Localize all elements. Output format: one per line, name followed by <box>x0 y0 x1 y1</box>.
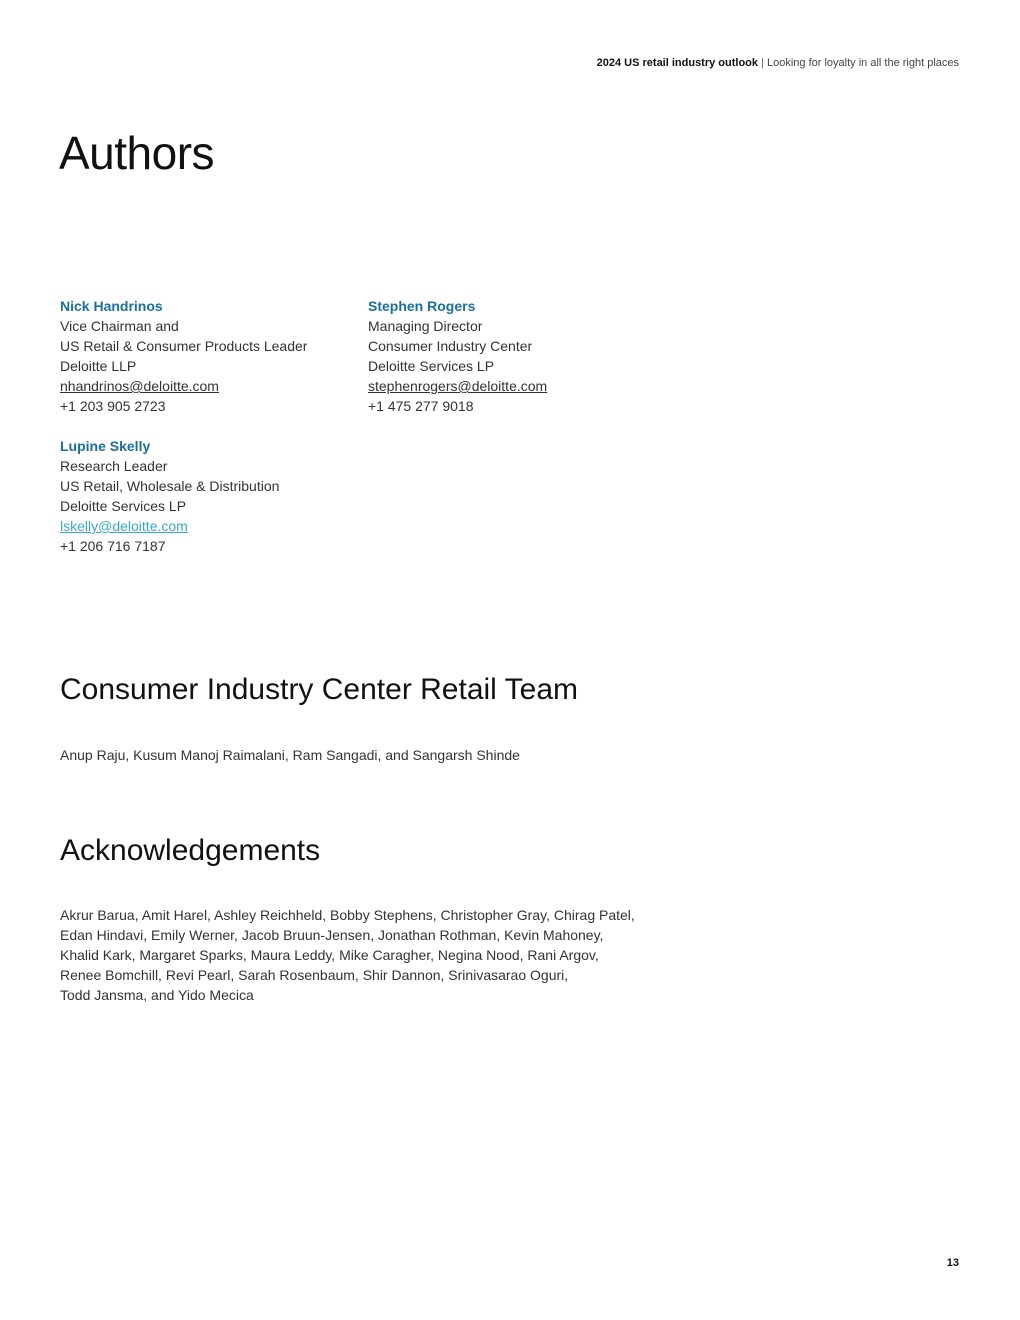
header-separator: | <box>761 57 764 69</box>
author-organization: Deloitte LLP <box>60 358 137 374</box>
acknowledgements-line: Akrur Barua, Amit Harel, Ashley Reichheld, Bobby Stephens, Christopher Gray, Chirag Patel, <box>60 907 635 923</box>
author-email-link[interactable]: lskelly@deloitte.com <box>60 518 188 534</box>
acknowledgements-line: Todd Jansma, and Yido Mecica <box>60 987 254 1003</box>
author-phone: +1 203 905 2723 <box>60 398 166 414</box>
author-name: Nick Handrinos <box>60 298 163 314</box>
acknowledgements-line: Edan Hindavi, Emily Werner, Jacob Bruun-Jensen, Jonathan Rothman, Kevin Mahoney, <box>60 927 604 943</box>
author-email-link[interactable]: stephenrogers@deloitte.com <box>368 378 548 394</box>
acknowledgements-body <box>60 905 680 1005</box>
page-title: Authors <box>59 127 215 179</box>
author-title-line: Managing Director <box>368 318 483 334</box>
retail-team-members: Anup Raju, Kusum Manoj Raimalani, Ram Sangadi, and Sangarsh Shinde <box>60 747 520 763</box>
acknowledgements-heading: Acknowledgements <box>60 834 321 867</box>
author-title-line: Vice Chairman and <box>60 318 179 334</box>
page-number: 13 <box>946 1257 959 1269</box>
author-card <box>368 296 658 416</box>
author-email-link[interactable]: nhandrinos@deloitte.com <box>60 378 219 394</box>
running-header <box>597 57 959 69</box>
author-name: Lupine Skelly <box>60 438 151 454</box>
report-subtitle: Looking for loyalty in all the right places <box>767 57 959 69</box>
author-phone: +1 475 277 9018 <box>368 398 474 414</box>
author-name: Stephen Rogers <box>368 298 476 314</box>
author-phone: +1 206 716 7187 <box>60 538 166 554</box>
author-card <box>60 436 350 556</box>
report-title: 2024 US retail industry outlook <box>596 57 759 69</box>
author-title-line: US Retail, Wholesale & Distribution <box>60 478 280 494</box>
author-organization: Deloitte Services LP <box>60 498 187 514</box>
retail-team-heading: Consumer Industry Center Retail Team <box>60 673 578 706</box>
author-card <box>60 296 350 416</box>
author-title-line: US Retail & Consumer Products Leader <box>60 338 308 354</box>
author-title-line: Research Leader <box>60 458 168 474</box>
acknowledgements-line: Renee Bomchill, Revi Pearl, Sarah Rosenbaum, Shir Dannon, Srinivasarao Oguri, <box>60 967 569 983</box>
author-title-line: Consumer Industry Center <box>368 338 533 354</box>
author-organization: Deloitte Services LP <box>368 358 495 374</box>
acknowledgements-line: Khalid Kark, Margaret Sparks, Maura Leddy, Mike Caragher, Negina Nood, Rani Argov, <box>60 947 599 963</box>
